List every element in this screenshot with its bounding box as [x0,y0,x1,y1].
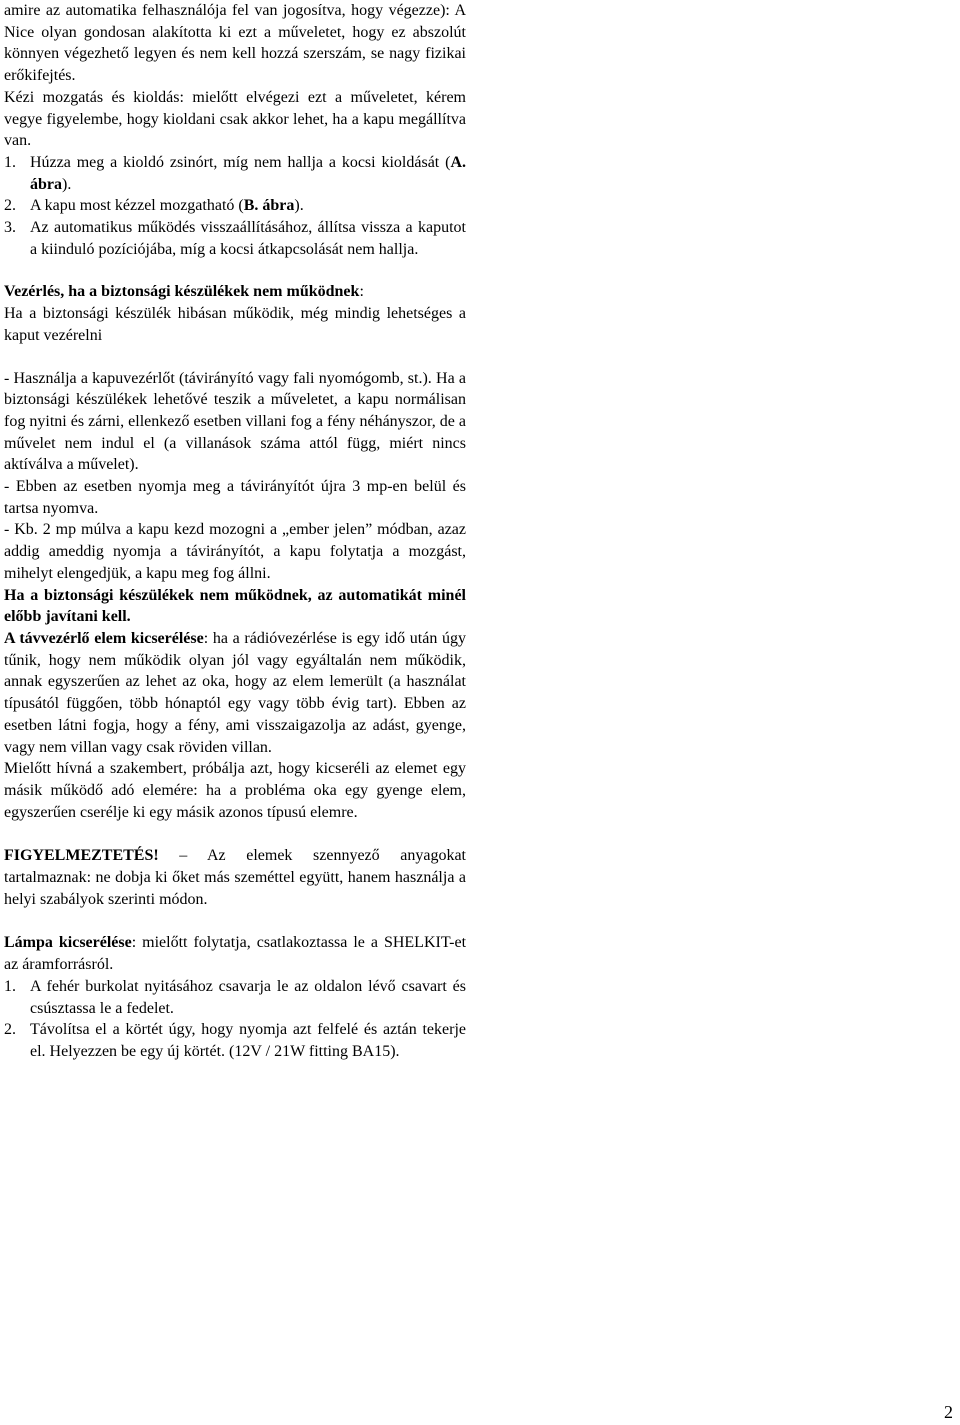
control-paragraph: - Használja a kapuvezérlőt (távirányító vagy fali nyomógomb, st.). Ha a biztonsági készülékek lehetővé teszik a műveletet, a kapu normálisan fog nyitni és zárni, ellenkező esetben villani fog a fény néhányszor, de a művelet nem indul el (a villanások száma attól függ, miért nincs aktíválva a művelet). [4,369,466,474]
step-text: Távolítsa el a körtét úgy, hogy nyomja azt felfelé és aztán tekerje el. Helyezzen be egy új körtét. (12V / 21W fitting BA15). [30,1021,466,1060]
list-item [4,152,466,195]
step-text: Az automatikus működés visszaállításához, állítsa vissza a kaputot a kiinduló pozíciójába, míg a kocsi átkapcsolását nem hallja. [30,219,466,258]
control-paragraph: - Ebben az esetben nyomja meg a távirányítót újra 3 mp-en belül és tartsa nyomva. [4,478,466,517]
remote-paragraph: Mielőtt hívná a szakembert, próbálja azt, hogy kicseréli az elemet egy másik működő adó elemére: ha a probléma oka egy gyenge elem, egyszerűen cserélje ki egy másik azonos típusú elemre. [4,760,466,821]
lamp-paragraph: Lámpa kicserélése: mielőtt folytatja, csatlakoztassa le a SHELKIT-et az áramforrásról. [4,934,467,974]
caution-paragraph: FIGYELMEZTETÉS! – Az elemek szennyező anyagokat tartalmaznak: ne dobja ki őket más szeméttel együtt, hanem használja a helyi szabályok szerinti módon. [4,847,466,908]
step-number: 2. [4,197,16,215]
control-paragraph: Ha a biztonsági készülék hibásan működik, még mindig lehetséges a kaput vezérelni [4,305,466,344]
list-item [4,976,466,1019]
step-text: A fehér burkolat nyitásához csavarja le az oldalon lévő csavart és csúsztassa le a fedelet. [30,977,466,1017]
step-text: A kapu most kézzel mozgatható (B. ábra). [30,197,304,215]
caution-label: FIGYELMEZTETÉS! [4,847,159,865]
list-item [4,217,466,260]
control-heading-paragraph: Vezérlés, ha a biztonsági készülékek nem működnek: [4,283,364,301]
repair-warning: Ha a biztonsági készülékek nem működnek, az automatikát minél előbb javítani kell. [4,586,466,626]
page-number: 2 [944,1402,953,1422]
list-item [4,195,466,217]
remote-paragraph: A távvezérlő elem kicserélése: ha a rádióvezérlése is egy idő után úgy tűnik, hogy nem működik olyan jól vagy egyáltalán nem működik, annak egyszerűen az lehet az oka, hogy az elem lemerült (a használat típusától függően, több hónaptól egy vagy több évig tart). Ebben az esetben látni fogja, hogy a fény, ami visszaigazolja az adást, gyenge, vagy nem villan vagy csak röviden villan. [4,629,466,756]
lamp-steps-list [4,976,466,1063]
step-number: 1. [4,153,16,171]
figure-ref: A. ábra [30,153,466,193]
release-steps-list [4,152,466,261]
figure-ref: B. ábra [243,197,295,215]
step-number: 1. [4,977,16,995]
step-number: 3. [4,219,16,237]
step-text: Húzza meg a kioldó zsinórt, míg nem hallja a kocsi kioldását (A. ábra). [30,153,466,193]
control-paragraph: - Kb. 2 mp múlva a kapu kezd mozogni a „ember jelen” módban, azaz addig ameddig nyomja a távirányítót, a kapu folytatja a mozgást, mihelyt elengedjük, a kapu meg fog állni. [4,521,466,582]
section-heading: Vezérlés, ha a biztonsági készülékek nem működnek [4,283,360,301]
section-heading: A távvezérlő elem kicserélése [4,629,204,647]
step-number: 2. [4,1021,16,1039]
document-page [4,0,466,1063]
manual-release-paragraph: Kézi mozgatás és kioldás: mielőtt elvégezi ezt a műveletet, kérem vegye figyelembe, hogy kioldani csak akkor lehet, ha a kapu megállítva van. [4,88,466,150]
intro-paragraph: amire az automatika felhasználója fel van jogosítva, hogy végezze): A Nice olyan gondosan alakította ki ezt a műveletet, hogy ez abszolút könnyen végezhető legyen és nem kell hozzá szerszám, se nagy fizikai erőkifejtés. [4,2,466,85]
list-item [4,1019,466,1062]
section-heading: Lámpa kicserélése [4,934,132,952]
